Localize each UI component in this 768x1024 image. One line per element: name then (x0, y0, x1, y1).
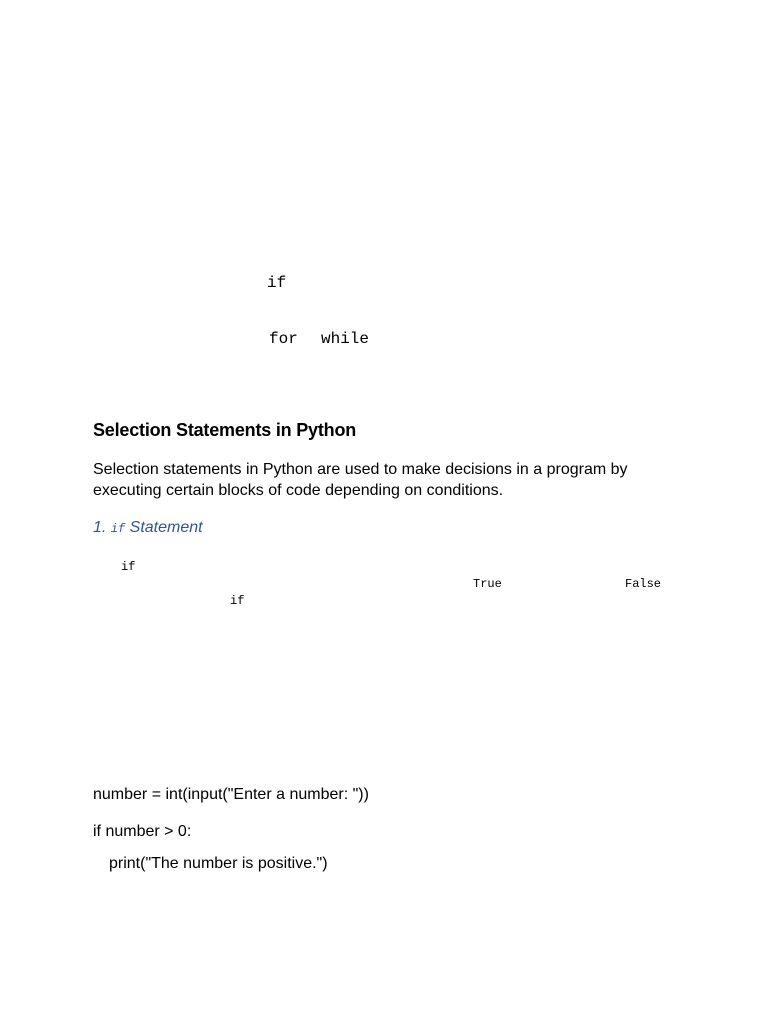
code-line-if: if number > 0: (93, 823, 192, 840)
subheading-text: Statement (129, 519, 203, 536)
if-keyword-fragment: if (267, 274, 287, 292)
section-heading: Selection Statements in Python (93, 420, 357, 440)
if-fragment-a: if (121, 560, 136, 574)
false-fragment: False (625, 577, 662, 591)
subheading-if-statement (93, 519, 203, 537)
for-keyword-fragment: for (269, 330, 298, 348)
true-fragment: True (473, 577, 502, 591)
intro-paragraph: Selection statements in Python are used to make decisions in a program by executing certain blocks of code depending on conditions. (93, 461, 628, 499)
code-line-input: number = int(input("Enter a number: ")) (93, 786, 369, 803)
subheading-number: 1. (93, 519, 107, 536)
if-fragment-b: if (230, 594, 245, 608)
while-keyword-fragment: while (321, 330, 370, 348)
code-line-print: print("The number is positive.") (109, 855, 328, 872)
subheading-code: if (110, 522, 126, 536)
